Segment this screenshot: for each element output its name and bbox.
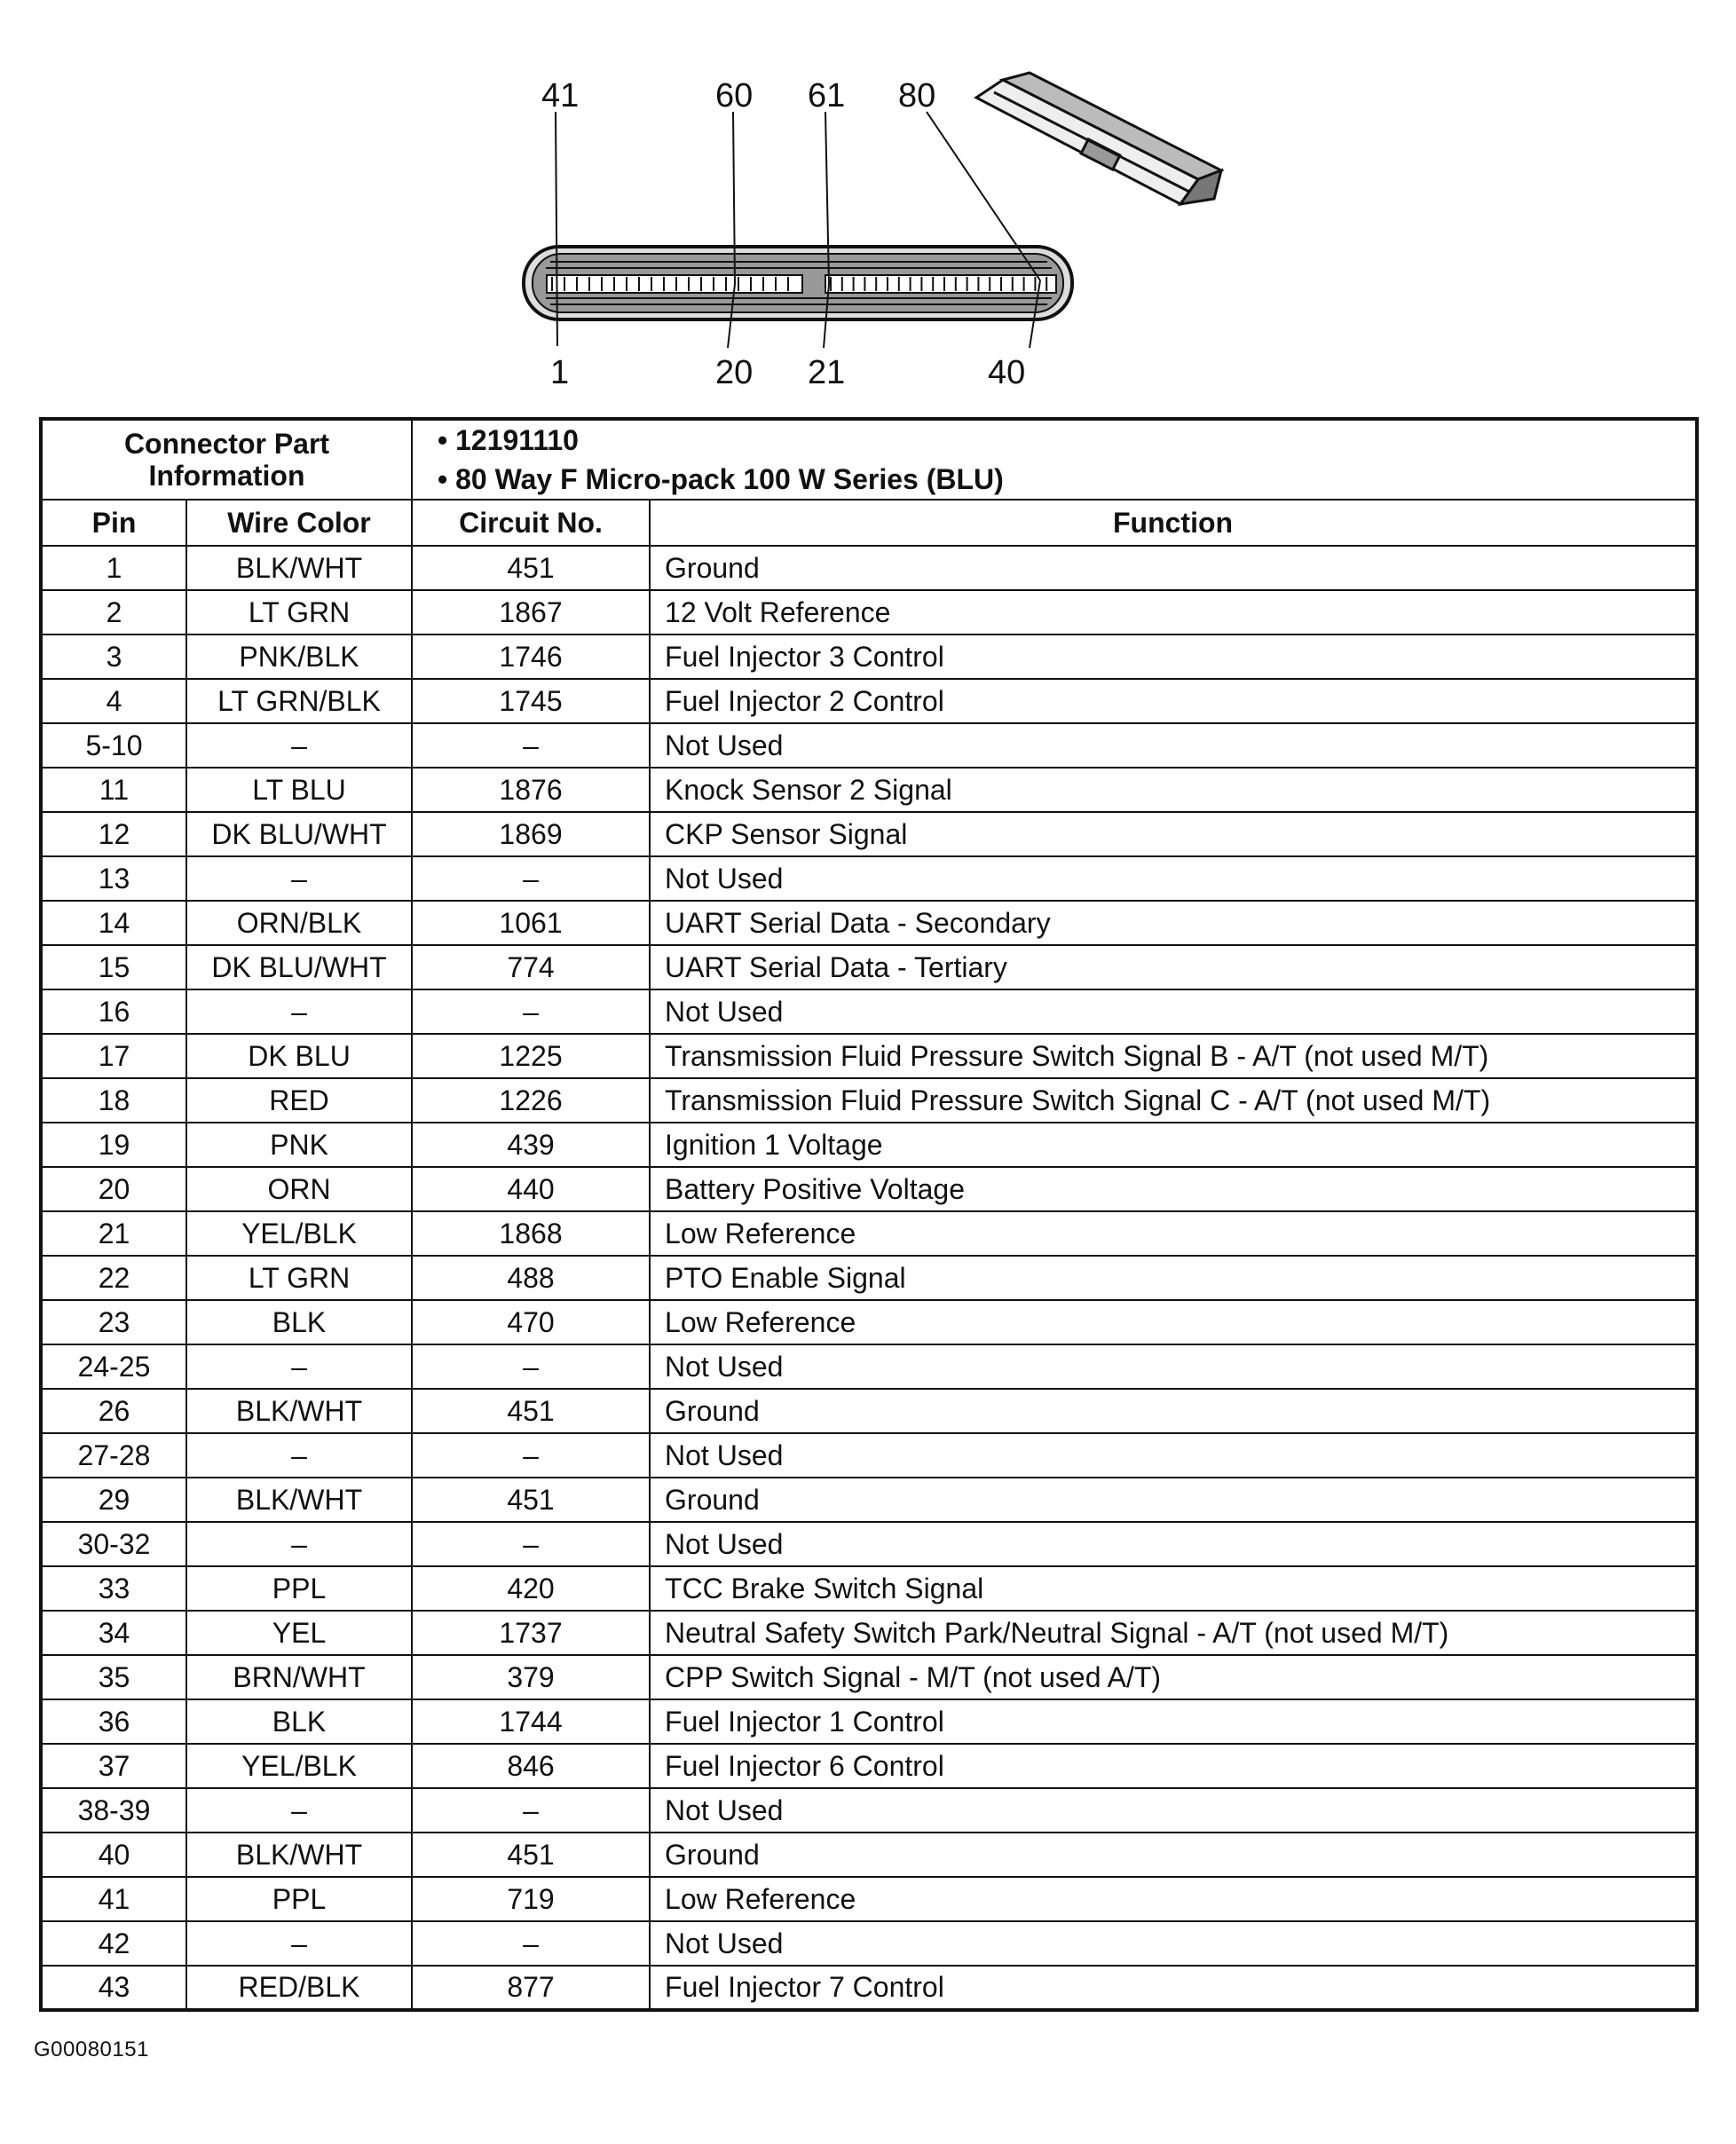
table-row bbox=[41, 1211, 1697, 1256]
cell-pin: 43 bbox=[41, 1966, 186, 2010]
cell-wire-color: PPL bbox=[186, 1877, 412, 1921]
cell-function: UART Serial Data - Secondary bbox=[650, 901, 1697, 945]
table-row bbox=[41, 1167, 1697, 1211]
cell-pin: 16 bbox=[41, 989, 186, 1034]
cell-wire-color: BLK/WHT bbox=[186, 1478, 412, 1522]
cell-circuit: 877 bbox=[412, 1966, 650, 2010]
cell-wire-color: LT GRN bbox=[186, 590, 412, 635]
table-row bbox=[41, 901, 1697, 945]
table-row bbox=[41, 1921, 1697, 1966]
cell-wire-color: – bbox=[186, 1788, 412, 1833]
cell-circuit: 774 bbox=[412, 945, 650, 989]
table-row bbox=[41, 1034, 1697, 1078]
cell-wire-color: DK BLU bbox=[186, 1034, 412, 1078]
cell-pin: 2 bbox=[41, 590, 186, 635]
table-row bbox=[41, 856, 1697, 901]
cell-function: CKP Sensor Signal bbox=[650, 812, 1697, 856]
pin-label-1: 1 bbox=[550, 354, 570, 391]
cell-pin: 17 bbox=[41, 1034, 186, 1078]
cell-function: Fuel Injector 2 Control bbox=[650, 679, 1697, 723]
header-function: Function bbox=[650, 500, 1697, 546]
cell-circuit: 451 bbox=[412, 1478, 650, 1522]
cell-pin: 14 bbox=[41, 901, 186, 945]
cell-circuit: – bbox=[412, 723, 650, 768]
cell-wire-color: BLK/WHT bbox=[186, 1389, 412, 1433]
cell-wire-color: PNK/BLK bbox=[186, 635, 412, 679]
table-row bbox=[41, 1478, 1697, 1522]
table-row bbox=[41, 989, 1697, 1034]
cell-circuit: 379 bbox=[412, 1655, 650, 1699]
cell-pin: 3 bbox=[41, 635, 186, 679]
table-row bbox=[41, 1833, 1697, 1877]
table-row bbox=[41, 1344, 1697, 1389]
cell-pin: 40 bbox=[41, 1833, 186, 1877]
cell-wire-color: ORN bbox=[186, 1167, 412, 1211]
cell-circuit: 1225 bbox=[412, 1034, 650, 1078]
cell-circuit: 846 bbox=[412, 1744, 650, 1788]
table-row bbox=[41, 1256, 1697, 1300]
cell-wire-color: LT BLU bbox=[186, 768, 412, 812]
pinout-table bbox=[39, 417, 1699, 2012]
cell-function: Low Reference bbox=[650, 1211, 1697, 1256]
table-row bbox=[41, 1788, 1697, 1833]
cell-function: Fuel Injector 1 Control bbox=[650, 1699, 1697, 1744]
connector-info-title-line1: Connector Part bbox=[123, 428, 330, 460]
cell-function: Fuel Injector 3 Control bbox=[650, 635, 1697, 679]
pinout-table-container bbox=[39, 417, 1695, 2012]
table-row bbox=[41, 723, 1697, 768]
cell-pin: 19 bbox=[41, 1123, 186, 1167]
cell-function: PTO Enable Signal bbox=[650, 1256, 1697, 1300]
cell-function: Not Used bbox=[650, 1344, 1697, 1389]
cell-circuit: 451 bbox=[412, 1389, 650, 1433]
cell-circuit: 1868 bbox=[412, 1211, 650, 1256]
table-row bbox=[41, 1433, 1697, 1478]
cell-circuit: 1061 bbox=[412, 901, 650, 945]
cell-pin: 29 bbox=[41, 1478, 186, 1522]
cell-wire-color: BLK/WHT bbox=[186, 546, 412, 590]
cell-pin: 38-39 bbox=[41, 1788, 186, 1833]
cell-circuit: – bbox=[412, 1522, 650, 1566]
cell-function: Ground bbox=[650, 1389, 1697, 1433]
cell-circuit: 1867 bbox=[412, 590, 650, 635]
cell-circuit: 1876 bbox=[412, 768, 650, 812]
connector-info-title bbox=[41, 419, 412, 500]
cell-function: Ground bbox=[650, 546, 1697, 590]
pin-label-20: 20 bbox=[715, 354, 754, 391]
cell-circuit: 1746 bbox=[412, 635, 650, 679]
table-row bbox=[41, 1611, 1697, 1655]
table-row bbox=[41, 590, 1697, 635]
table-row bbox=[41, 1123, 1697, 1167]
cell-wire-color: YEL/BLK bbox=[186, 1744, 412, 1788]
cell-pin: 36 bbox=[41, 1699, 186, 1744]
cell-function: TCC Brake Switch Signal bbox=[650, 1566, 1697, 1611]
table-row bbox=[41, 768, 1697, 812]
cell-pin: 26 bbox=[41, 1389, 186, 1433]
cell-function: Transmission Fluid Pressure Switch Signal B - A/T (not used M/T) bbox=[650, 1034, 1697, 1078]
cell-circuit: 451 bbox=[412, 546, 650, 590]
pin-label-21: 21 bbox=[808, 354, 846, 391]
cell-circuit: 420 bbox=[412, 1566, 650, 1611]
cell-wire-color: BLK/WHT bbox=[186, 1833, 412, 1877]
cell-function: Ignition 1 Voltage bbox=[650, 1123, 1697, 1167]
table-row bbox=[41, 945, 1697, 989]
table-row bbox=[41, 1877, 1697, 1921]
cell-function: Battery Positive Voltage bbox=[650, 1167, 1697, 1211]
cell-wire-color: – bbox=[186, 1522, 412, 1566]
cell-pin: 18 bbox=[41, 1078, 186, 1123]
cell-wire-color: DK BLU/WHT bbox=[186, 945, 412, 989]
cell-wire-color: BRN/WHT bbox=[186, 1655, 412, 1699]
cell-pin: 13 bbox=[41, 856, 186, 901]
cell-pin: 4 bbox=[41, 679, 186, 723]
connector-description: • 80 Way F Micro-pack 100 W Series (BLU) bbox=[438, 460, 1685, 499]
cell-wire-color: RED bbox=[186, 1078, 412, 1123]
cell-function: UART Serial Data - Tertiary bbox=[650, 945, 1697, 989]
cell-function: Not Used bbox=[650, 723, 1697, 768]
connector-face bbox=[524, 247, 1072, 319]
cell-function: Fuel Injector 7 Control bbox=[650, 1966, 1697, 2010]
table-row bbox=[41, 1522, 1697, 1566]
table-row bbox=[41, 1744, 1697, 1788]
table-row bbox=[41, 1566, 1697, 1611]
cell-function: Fuel Injector 6 Control bbox=[650, 1744, 1697, 1788]
table-row bbox=[41, 1966, 1697, 2010]
pin-label-60: 60 bbox=[715, 77, 754, 114]
cell-pin: 27-28 bbox=[41, 1433, 186, 1478]
cell-pin: 42 bbox=[41, 1921, 186, 1966]
cell-pin: 5-10 bbox=[41, 723, 186, 768]
cell-pin: 33 bbox=[41, 1566, 186, 1611]
table-row bbox=[41, 635, 1697, 679]
connector-side-view bbox=[976, 73, 1221, 204]
cell-wire-color: BLK bbox=[186, 1699, 412, 1744]
cell-pin: 41 bbox=[41, 1877, 186, 1921]
cell-circuit: 1869 bbox=[412, 812, 650, 856]
cell-wire-color: – bbox=[186, 1433, 412, 1478]
pin-label-41: 41 bbox=[541, 77, 580, 114]
cell-circuit: 439 bbox=[412, 1123, 650, 1167]
cell-wire-color: PNK bbox=[186, 1123, 412, 1167]
cell-function: Not Used bbox=[650, 856, 1697, 901]
cell-pin: 11 bbox=[41, 768, 186, 812]
connector-diagram bbox=[497, 62, 1243, 408]
cell-wire-color: LT GRN/BLK bbox=[186, 679, 412, 723]
pin-label-40: 40 bbox=[988, 354, 1026, 391]
cell-pin: 35 bbox=[41, 1655, 186, 1699]
connector-part-number: • 12191110 bbox=[438, 421, 1685, 460]
cell-circuit: 1737 bbox=[412, 1611, 650, 1655]
cell-wire-color: – bbox=[186, 856, 412, 901]
table-row bbox=[41, 1655, 1697, 1699]
cell-wire-color: RED/BLK bbox=[186, 1966, 412, 2010]
cell-wire-color: – bbox=[186, 723, 412, 768]
cell-circuit: – bbox=[412, 856, 650, 901]
cell-circuit: – bbox=[412, 989, 650, 1034]
cell-circuit: – bbox=[412, 1921, 650, 1966]
cell-wire-color: – bbox=[186, 1344, 412, 1389]
header-circuit: Circuit No. bbox=[412, 500, 650, 546]
cell-wire-color: DK BLU/WHT bbox=[186, 812, 412, 856]
connector-info-row bbox=[41, 419, 1697, 500]
cell-pin: 20 bbox=[41, 1167, 186, 1211]
cell-function: Low Reference bbox=[650, 1877, 1697, 1921]
cell-wire-color: BLK bbox=[186, 1300, 412, 1344]
table-row bbox=[41, 546, 1697, 590]
cell-wire-color: YEL bbox=[186, 1611, 412, 1655]
header-pin: Pin bbox=[41, 500, 186, 546]
pin-label-80: 80 bbox=[898, 77, 936, 114]
cell-circuit: – bbox=[412, 1344, 650, 1389]
cell-circuit: 1226 bbox=[412, 1078, 650, 1123]
cell-wire-color: ORN/BLK bbox=[186, 901, 412, 945]
cell-function: Not Used bbox=[650, 1433, 1697, 1478]
cell-function: CPP Switch Signal - M/T (not used A/T) bbox=[650, 1655, 1697, 1699]
cell-circuit: 719 bbox=[412, 1877, 650, 1921]
cell-wire-color: LT GRN bbox=[186, 1256, 412, 1300]
cell-circuit: – bbox=[412, 1788, 650, 1833]
cell-circuit: 1744 bbox=[412, 1699, 650, 1744]
cell-function: Ground bbox=[650, 1478, 1697, 1522]
cell-function: Not Used bbox=[650, 989, 1697, 1034]
table-row bbox=[41, 1699, 1697, 1744]
cell-wire-color: – bbox=[186, 989, 412, 1034]
cell-function: 12 Volt Reference bbox=[650, 590, 1697, 635]
cell-wire-color: PPL bbox=[186, 1566, 412, 1611]
cell-function: Knock Sensor 2 Signal bbox=[650, 768, 1697, 812]
cell-function: Ground bbox=[650, 1833, 1697, 1877]
figure-id: G00080151 bbox=[34, 2038, 149, 2061]
cell-circuit: 1745 bbox=[412, 679, 650, 723]
table-row bbox=[41, 1078, 1697, 1123]
cell-pin: 37 bbox=[41, 1744, 186, 1788]
cell-function: Not Used bbox=[650, 1788, 1697, 1833]
cell-pin: 23 bbox=[41, 1300, 186, 1344]
cell-function: Low Reference bbox=[650, 1300, 1697, 1344]
cell-wire-color: YEL/BLK bbox=[186, 1211, 412, 1256]
connector-info-title-line2: Information bbox=[148, 460, 305, 492]
table-body bbox=[41, 546, 1697, 2010]
cell-pin: 22 bbox=[41, 1256, 186, 1300]
cell-pin: 15 bbox=[41, 945, 186, 989]
cell-wire-color: – bbox=[186, 1921, 412, 1966]
cell-pin: 12 bbox=[41, 812, 186, 856]
header-wire-color: Wire Color bbox=[186, 500, 412, 546]
connector-info-details bbox=[412, 419, 1697, 500]
cell-pin: 1 bbox=[41, 546, 186, 590]
cell-pin: 34 bbox=[41, 1611, 186, 1655]
cell-circuit: 451 bbox=[412, 1833, 650, 1877]
cell-pin: 24-25 bbox=[41, 1344, 186, 1389]
cell-pin: 30-32 bbox=[41, 1522, 186, 1566]
cell-circuit: – bbox=[412, 1433, 650, 1478]
cell-function: Not Used bbox=[650, 1522, 1697, 1566]
pin-label-61: 61 bbox=[808, 77, 846, 114]
table-row bbox=[41, 1389, 1697, 1433]
cell-function: Neutral Safety Switch Park/Neutral Signal - A/T (not used M/T) bbox=[650, 1611, 1697, 1655]
cell-circuit: 488 bbox=[412, 1256, 650, 1300]
cell-pin: 21 bbox=[41, 1211, 186, 1256]
cell-circuit: 440 bbox=[412, 1167, 650, 1211]
table-row bbox=[41, 1300, 1697, 1344]
cell-function: Not Used bbox=[650, 1921, 1697, 1966]
table-header-row bbox=[41, 500, 1697, 546]
table-row bbox=[41, 812, 1697, 856]
table-row bbox=[41, 679, 1697, 723]
cell-function: Transmission Fluid Pressure Switch Signal C - A/T (not used M/T) bbox=[650, 1078, 1697, 1123]
cell-circuit: 470 bbox=[412, 1300, 650, 1344]
